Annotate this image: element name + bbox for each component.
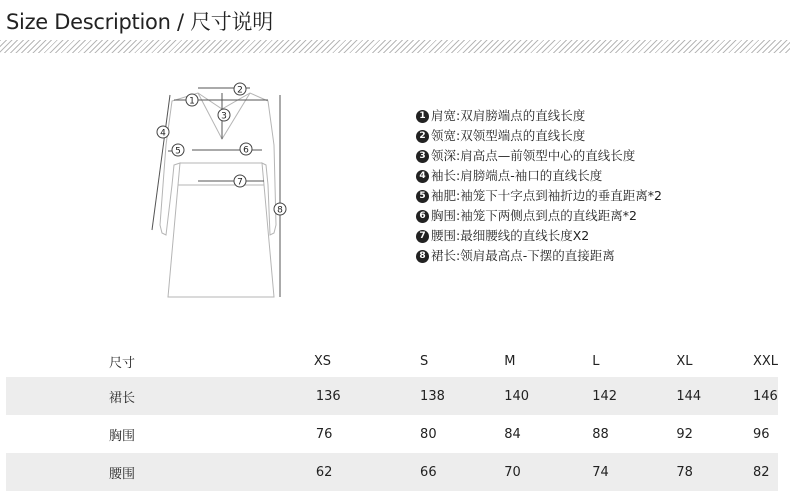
legend-item: 2 领宽: 双领型端点的直线长度 bbox=[416, 126, 662, 146]
table-row bbox=[6, 377, 778, 415]
table-cell: 胸围 bbox=[109, 428, 136, 444]
table-cell: 74 bbox=[592, 464, 609, 480]
marker-2: 2 bbox=[237, 85, 243, 96]
number-badge: 7 bbox=[416, 230, 429, 243]
table-cell: 92 bbox=[676, 426, 693, 442]
number-badge: 2 bbox=[416, 130, 429, 143]
table-header-cell: XL bbox=[676, 353, 693, 369]
legend-item: 4 袖长: 肩膀端点-袖口的直线长度 bbox=[416, 166, 662, 186]
table-row bbox=[6, 415, 778, 453]
table-cell: 80 bbox=[420, 426, 437, 442]
table-cell: 88 bbox=[592, 426, 609, 442]
table-cell: 腰围 bbox=[109, 466, 136, 482]
measurement-legend bbox=[416, 106, 662, 266]
table-header-row bbox=[6, 345, 778, 377]
legend-item: 6 胸围: 袖笼下两侧点到点的直线距离*2 bbox=[416, 206, 662, 226]
table-header-cell: M bbox=[504, 353, 516, 369]
legend-item: 5 袖肥: 袖笼下十字点到袖折边的垂直距离*2 bbox=[416, 186, 662, 206]
table-cell: 84 bbox=[504, 426, 521, 442]
table-cell: 136 bbox=[315, 388, 341, 404]
table-cell: 144 bbox=[676, 388, 702, 404]
size-table bbox=[6, 345, 778, 491]
number-badge: 4 bbox=[416, 170, 429, 183]
page-title: Size Description / 尺寸说明 bbox=[6, 10, 273, 34]
table-header-cell: S bbox=[420, 353, 429, 369]
table-cell: 82 bbox=[752, 464, 770, 480]
table-cell: 142 bbox=[592, 388, 618, 404]
table-cell: 138 bbox=[420, 388, 445, 404]
table-cell: 140 bbox=[504, 388, 530, 404]
table-cell: 70 bbox=[504, 464, 521, 480]
number-badge: 5 bbox=[416, 190, 429, 203]
table-cell: 66 bbox=[420, 464, 437, 480]
marker-6: 6 bbox=[243, 145, 249, 156]
table-cell: 裙长 bbox=[109, 390, 136, 406]
table-row bbox=[6, 453, 778, 491]
table-cell: 62 bbox=[315, 464, 333, 480]
table-cell: 78 bbox=[676, 464, 693, 480]
marker-5: 5 bbox=[175, 146, 181, 157]
marker-1: 1 bbox=[189, 96, 195, 107]
legend-item: 8 裙长: 领肩最高点-下摆的直接距离 bbox=[416, 246, 662, 266]
table-header-cell: XXL bbox=[752, 353, 778, 369]
number-badge: 6 bbox=[416, 210, 429, 223]
table-header-cell: 尺寸 bbox=[109, 355, 136, 371]
legend-item: 7 腰围: 最细腰线的直线长度X2 bbox=[416, 226, 662, 246]
marker-4: 4 bbox=[160, 128, 166, 139]
legend-item: 3 领深: 肩高点—前领型中心的直线长度 bbox=[416, 146, 662, 166]
table-cell: 76 bbox=[315, 426, 333, 442]
table-cell: 146 bbox=[752, 388, 778, 404]
table-cell: 96 bbox=[752, 426, 770, 442]
number-badge: 1 bbox=[416, 110, 429, 123]
marker-8: 8 bbox=[277, 205, 283, 216]
number-badge: 8 bbox=[416, 250, 429, 263]
hatched-divider bbox=[0, 40, 790, 53]
marker-7: 7 bbox=[237, 177, 243, 188]
legend-item: 1 肩宽: 双肩膀端点的直线长度 bbox=[416, 106, 662, 126]
table-header-cell: XS bbox=[313, 353, 332, 369]
number-badge: 3 bbox=[416, 150, 429, 163]
marker-3: 3 bbox=[221, 111, 227, 122]
table-header-cell: L bbox=[592, 353, 600, 369]
dress-diagram bbox=[140, 75, 310, 305]
